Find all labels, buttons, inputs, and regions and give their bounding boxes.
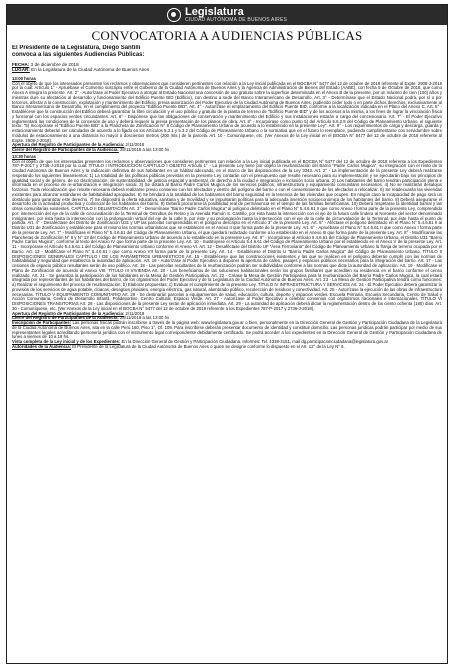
section2-apertura-label: Apertura del Registro de Participantes de la Audiencia:	[12, 310, 125, 316]
section1-cierre-value: 28/11/2018 a las 13:00 hs	[120, 147, 170, 153]
section1-cierre-label: Cierre del Registro de Participantes de la Audiencia:	[12, 147, 119, 153]
autoridades-body: El Presidente de la Legislatura de la Ciudad Autónoma de Buenos Aires o quien se designe conforme lo dispuesto en el Art. 12° de la Ley N° 6.	[72, 343, 345, 349]
notice-content	[12, 45, 442, 660]
inscripcion-paragraph	[12, 321, 442, 340]
autoridades-paragraph	[12, 345, 442, 350]
page-title: CONVOCATORIA A AUDIENCIAS PÚBLICAS	[91, 28, 363, 43]
legislatura-seal-icon	[167, 8, 181, 22]
section1-time: 13:00 horas	[12, 75, 36, 81]
autoridades-label: Autoridades de la Audiencia:	[12, 343, 72, 349]
notice-page	[6, 4, 448, 664]
logo-title: Legislatura	[185, 6, 244, 18]
section2-cierre-label: Cierre del Registro de Participantes de la Audiencia:	[12, 315, 119, 321]
inscripcion-body: Las personas físicas podrán inscribirse a través de la página web: www.legislatura.gov.ar o bien, personalmente en la Dirección General de Gestión y Participación Ciudadana de la Legislatura de la Ciudad Autónoma de Buenos Aires, sita en la calle Perú 160, Piso 1°, Of. 109. Para inscribirse deberán presentar documento de identidad y constituir domicilio. Las personas jurídicas podrán participar por medio de sus representantes legales acreditando personería jurídica con el instrumento legal correspondiente debidamente certificado. Se podrá acceder a los expedientes en la Dirección General de Gestión y Participación Ciudadana de lunes a viernes de 10 a 18 hs.	[12, 320, 442, 340]
lugar-label: LUGAR:	[12, 67, 30, 73]
header-bar	[7, 5, 447, 25]
section2-body: Con el objeto de que los interesados presenten los reclamos y observaciones que consideren pertinentes con relación a la Ley inicial publicada en el BOCBA N° 5477 del 12 de octubre de 2018 referente a los Expedientes 787-P-2017 y 2736-J-2018 por la cual: TÍTULO I INTRODUCCIÓN CAPÍTULO I OBJETO Artículo 1° - La presente Ley tiene por objeto la reurbanización del Barrio "Padre Carlos Mugica", su integración con el resto de la Ciudad Autónoma de Buenos Aires y la radicación definitiva de sus habitantes en un hábitat adecuado, en el marco de las disposiciones de la Ley 3343. Art. 2° - La implementación de la presente Ley deberá realizarse respetando los siguientes lineamientos: 1) La totalidad de las políticas públicas previstas en la presente Ley contarán con el presupuesto que resulte necesario para su implementación y se ejecutarán bajo los principios de igualdad social y de género, de no discriminación, de sustentabilidad, de justicia espacial y ambiental, de derecho a la ciudad e integración e inclusión socio urbana. 2) Los habitantes del barrio tendrán participación plena e informada en el proceso de re-urbanización e integración social. 3) Se dotará al Barrio Padre Carlos Mugica de los servicios públicos, infraestructura y equipamiento comunitario necesarios. 4) No se realizarán desalojos forzosos. Toda relocalización que resulte necesaria deberá realizarse previo consenso con los afectados y dentro del polígono del barrio o con el consentimiento de los afectados a relocalizar. 5) Se readecuarán las viviendas existentes para alcanzar estándares de habitabilidad apropiados. 6) Se brindará a la totalidad de los habitantes del barrio seguridad en la tenencia de las viviendas que ocupen. En ningún caso la incapacidad de pago será un obstáculo para garantizar este derecho. 7) Se dispondrá la oferta educativa, sanitaria y de movilidad y se impulsarán políticas para la adecuada inserción socioeconómica de los habitantes del barrio. 8) Deberá asegurarse el desarrollo de la actividad productiva y comercial de los habitantes del barrio. 9) Deberá procurarse la posibilidad real de permanencia en el tiempo de las familias beneficiarias. 10) Deberá respetarse la identidad barrial y las obras comunitarias existentes. CAPÍTULO II DELIMITACIÓN Art. 3° - Denomínase "Barrio Padre Carlos Mugica" al polígono delimitado en el Plano N° 5.4.6.61 II que como Anexo I forma parte de la presente Ley, comprendido por: intersección del eje de la calle de circunvalación de la Terminal de Ómnibus de Retiro y la Avenida Ramón S. Castillo, por ésta hasta la intersección con el eje de la futura calle lindera al Noroeste del sector denominado Inmigrantes, por ésta hasta la intersección con la prolongación virtual del eje de la calle 9, por éste y su prolongación hasta la intersección con el eje de la calle de circunvalación de la Terminal, por éste hasta el punto de partida. Art. 4° - Desaféctase del Distrito de Zonificación U31 y UP las parcelas comprendidas en el polígono descripto en el Artículo 3° de la presente Ley. Art. 5° - Aféctase el polígono delimitado en el Plano N° 5.4.6.61 II al Distrito U31 de Zonificación y establécese para el mismo las normas urbanísticas que se establecen en el Anexo II que forma parte de la presente Ley. Art. 6° - Apruébase el Plano N° 5.4.6.61 II que como Anexo I forma parte de la presente Ley. Art. 7° - Modifícase el Plano N° 5.4.6.61 del Código de Planeamiento Urbano, el que quedará redactado conforme a lo establecido en el Anexo III que forma parte de la presente Ley. Art. 8° - Modifícanse las Planchetas de Zonificación N° 8 y N° 13 del Código de Planeamiento Urbano de acuerdo a lo establecido en la presente Ley. Art. 9° - Incorpórase al Artículo 5.4.6.61 del Código de Planeamiento Urbano, el Distrito U31 "Barrio Padre Carlos Mugica", conforme al texto del Anexo IV que forma parte de la presente Ley. Art. 10 - Sustitúyese el Artículo 5.4.6.61 del Código de Planeamiento Urbano por el establecido en el Anexo V de la presente Ley. Art. 11 - Incorpórase el Artículo 5.4.6.61.1 del Código de Planeamiento Urbano conforme el Anexo VI. Art. 12 - Desaféctase del Distrito UF "Área Ferroviaria" del Código de Planeamiento Urbano la franja de terreno ocupada por el Barrio. Art. 13 - Modifícase el Plano N° 5.4.6.61 I que como Anexo VII forma parte de la presente Ley. Art. 14 - Establécese el Distrito U "Barrio Padre Carlos Mugica" del Código de Planeamiento Urbano. TÍTULO II DISPOSICIONES GENERALES CAPÍTULO I DE LOS PARÁMETROS URBANÍSTICOS Art. 15 - Establécese que las construcciones existentes y las que se realicen en el polígono deberán cumplir con las normas de habitabilidad y seguridad que establezca la autoridad de aplicación. Art. 16 - Autorízase al Poder Ejecutivo a disponer la apertura de calles, pasajes y espacios públicos necesarios para la integración del barrio. Art. 17 - Las cesiones de espacio público resultantes serán de uso público. Art. 18 - Las parcelas resultantes de la reurbanización podrán ser subdivididas conforme a las normas que dicte la autoridad de aplicación. Art. 19 - Modifícase el Plano de Zonificación de acuerdo al Anexo VIII. TÍTULO III VIVIENDA Art. 20 - Los beneficiarios de las soluciones habitacionales serán los grupos familiares que acrediten su residencia en el barrio conforme el censo realizado. Art. 21 - Se garantiza la participación de los habitantes en la Mesa de Gestión Participativa. Art. 22 - Créase la Mesa de Gestión Participativa para la reurbanización del Barrio Padre Carlos Mugica, la cual estará integrada por representantes de los habitantes del barrio, de los organismos del Poder Ejecutivo y de la Legislatura de la Ciudad Autónoma de Buenos Aires. Art. 23 - La Mesa de Gestión Participativa tendrá como funciones: a) Realizar el seguimiento del proceso de reurbanización; b) Elaborar propuestas; c) Evaluar el cumplimiento de la presente Ley. TÍTULO IV INFRAESTRUCTURA Y SERVICIOS Art. 24 - El Poder Ejecutivo deberá garantizar la provisión de los servicios de agua potable, cloacas, desagües pluviales, energía eléctrica, gas natural, alumbrado público, recolección de residuos y conectividad. Art. 25 - Autorízase la ejecución de las obras de infraestructura necesarias. TÍTULO V EQUIPAMIENTO COMUNITARIO Art. 26 - Se destinarán parcelas a equipamientos de salud, educación, cultura, deporte y espacios verdes. Escuela Primaria, Escuela Secundaria, Centro de Salud y Acción Comunitaria, Centro de Desarrollo Infantil, Polideportivo, Centro Cultural, Espacio Verde. Art. 27 - Autorízase al Poder Ejecutivo a celebrar convenios con organismos nacionales e internacionales. TÍTULO VI DISPOSICIONES TRANSITORIAS Art. 28 - Las disposiciones de la presente Ley serán de aplicación inmediata. Art. 29 - La autoridad de aplicación deberá dictar la reglamentación dentro de los ciento ochenta (180) días. Art. 30 - Comuníquese, etc. (Ver Anexos de la Ley inicial en el BOCBA N° 5477 del 12 de octubre de 2018 referente a los Expedientes 787-P-2017 y 2736-J-2018).	[12, 158, 442, 311]
fecha-label: FECHA:	[12, 62, 30, 67]
legislatura-logo	[167, 7, 287, 23]
lugar-value: En la Legislatura de la Ciudad Autónoma de Buenos Aires	[31, 67, 150, 73]
section1-body: Con el objeto de que los interesados presenten los reclamos y observaciones que consideren pertinentes con relación a la Ley inicial publicada en el BOCBA N° 5477 del 12 de octubre de 2018 referente al Expte. 2908-J-2018 por la cual: Artículo 1° - Apruébase el Convenio suscripto entre el Gobierno de la Ciudad Autónoma de Buenos Aires y la Agencia de Administración de Bienes del Estado (AABE), con fecha 5 de Octubre de 2018, que como Anexo A integra la presente. Art. 2° - Autorízase al Poder Ejecutivo a otorgar al Estado Nacional una concesión de uso gratuito sobre la superficie determinada en el Anexo B de la presente, por un máximo de cien (100) años y mientras dure su afectación al desarrollo y funcionamiento del Edificio Puente BID (Edificio), con destino a sede del Banco Interamericano de Desarrollo. Art. 3° - Determínase que el Estado Nacional podrá, por sí o por terceros, afectar a la construcción, explotación y mantenimiento del Edificio, previa autorización del Poder Ejecutivo de la Ciudad Autónoma de Buenos Aires, pudiendo ceder todo o en parte dichos derechos, exclusivamente al Banco Interamericano de Desarrollo, en el cumplimiento del proyecto "Edificio Puente BID". Art. 4° - Autorízase el emplazamiento del Edificio Puente BID, conforme a la localización indicada en el Plano del Anexo C. Art. 5° - Establécese que la construcción del Edificio deberá garantizar la libre circulación y el uso público y gratuito de la planta de terreno de "Edificio Puente BID" y de los accesos a la misma, a los fines de lograr la vinculación física y funcional con los espacios verdes circundantes. Art. 6° - Dispónese que las obligaciones de conservación y mantenimiento del Edificio y sus instalaciones estarán a cargo del concesionario. Art. 7° - El Poder Ejecutivo reglamentará las condiciones de la concesión de uso y deberá requerir la previa presentación de los planos de obra. Art. 8° - Incorpórase como punto 5) del Artículo 5.5.2.8 del Código de Planeamiento Urbano, el siguiente texto: "5) Incorpórase el "Edificio Puente BID" a la Plancheta de Zonificación N° 8 Código de Planeamiento Urbano de acuerdo a lo establecido en la presente Ley". Art. 9° - Los requerimientos de carga y descarga, guarda y estacionamiento deberán ser calculados de acuerdo a lo fijado en los Artículos 5.3.1 y 5.3.2 del Código de Planeamiento Urbano o la normativa que en el futuro lo reemplace, pudiendo cumplimentarse con servidumbre sobre módulos de estacionamiento a una distancia no mayor a doscientos metros (200 mts.) de la parcela. Art. 10 - Comuníquese, etc. (Ver Anexos de la Ley inicial en el BOCBA N° 5477 del 12 de octubre de 2018 referente al Expte. 2908-J-2018).	[12, 80, 442, 143]
logo-subtitle: CIUDAD AUTÓNOMA DE BUENOS AIRES	[185, 17, 288, 23]
fecha-value: 3 de diciembre de 2018	[30, 62, 79, 67]
inscripcion-label: Inscripción de Participantes:	[12, 320, 72, 326]
lead-line-1: El Presidente de la Legislatura, Diego Santilli	[12, 45, 141, 51]
section2-time: 13:30 horas	[12, 153, 36, 159]
section1-apertura-value: 2/11/2018	[125, 142, 145, 148]
section2-cierre-value: 28/11/2018 a las 13:00 hs	[120, 315, 170, 321]
section2-apertura-value: 2/11/2018	[125, 310, 145, 316]
lead-line-2: convoca a las siguientes Audiencias Públicas:	[12, 52, 145, 58]
lead-text	[12, 45, 442, 59]
vista-label: Vista completa de la Ley inicial y de los Expedientes:	[12, 339, 121, 345]
section1-cierre	[12, 148, 442, 153]
section1-apertura-label: Apertura del Registro de Participantes de la Audiencia:	[12, 142, 125, 148]
vista-body: En la Dirección General de Gestión y Participación Ciudadana. Informes: Tel. 4338-3151, mail dg.participacionciudadana@legislatura.gov.ar	[121, 339, 389, 345]
